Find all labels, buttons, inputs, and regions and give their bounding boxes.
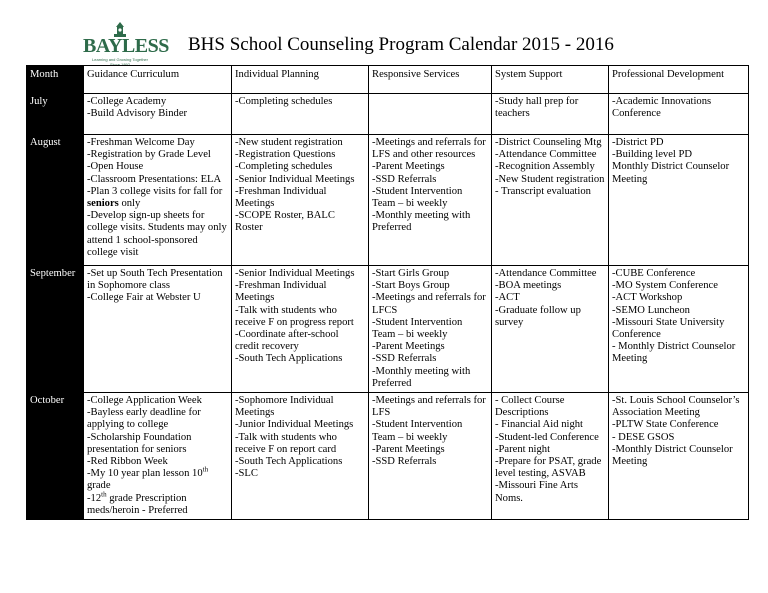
cell-line: Monthly District Counselor Meeting	[612, 161, 730, 185]
month-cell: July	[27, 94, 84, 135]
cell-line: -BOA meetings	[495, 280, 562, 292]
logo-tagline: Learning and Growing Together Since 1892	[92, 57, 148, 67]
cell-line: -Monthly meeting with Preferred	[372, 365, 471, 389]
cell-line: -South Tech Applications	[235, 353, 343, 365]
cell-line: -Sophomore Individual Meetings	[235, 395, 334, 419]
cell-line: -MO System Conference	[612, 280, 718, 292]
cell-line: -Prepare for PSAT, grade level testing, ASVAB	[495, 456, 602, 480]
cell-line: -ACT Workshop	[612, 292, 683, 304]
emphasis-text: seniors	[87, 198, 119, 210]
cell-line: -Building level PD	[612, 149, 693, 161]
cell-line: -SSD Referrals	[372, 173, 437, 185]
cell-text: -12	[87, 492, 102, 504]
cell-line: -Student Intervention Team – bi weekly	[372, 185, 463, 210]
cell-line: -New Student registration	[495, 173, 605, 185]
guidance-cell	[84, 393, 232, 520]
table-row	[27, 393, 749, 520]
cell-line: -Completing schedules	[235, 161, 333, 173]
cell-line: -SSD Referrals	[372, 456, 437, 468]
cell-line: -Registration Questions	[235, 149, 336, 161]
cell-line: -Student Intervention Team – bi weekly	[372, 419, 463, 443]
cell-line: -Completing schedules	[235, 96, 333, 107]
cell-line: -Build Advisory Binder	[87, 108, 188, 120]
cell-line: -CUBE Conference	[612, 268, 696, 279]
system-cell	[492, 393, 609, 520]
cell-line: -Senior Individual Meetings	[235, 173, 355, 185]
table-row	[27, 266, 749, 393]
professional-cell	[609, 94, 749, 135]
column-header-system: System Support	[492, 66, 609, 94]
cell-line: -Junior Individual Meetings	[235, 419, 354, 431]
individual-cell	[232, 135, 369, 266]
cell-line: -Talk with students who receive F on report card	[235, 431, 337, 455]
cell-line	[87, 490, 228, 517]
individual-cell	[232, 266, 369, 393]
ordinal-suffix: th	[202, 465, 209, 474]
cell-line: -Talk with students who receive F on progress report	[235, 304, 354, 328]
individual-cell	[232, 94, 369, 135]
individual-cell	[232, 393, 369, 520]
cell-line: -Study hall prep for teachers	[495, 96, 579, 120]
cell-line: - DESE GSOS	[612, 431, 675, 443]
cell-line: -SLC	[235, 468, 258, 480]
calendar-table	[26, 65, 749, 520]
system-cell	[492, 266, 609, 393]
cell-line: -Senior Individual Meetings	[235, 268, 355, 279]
cell-line: -Set up South Tech Presentation in Sophomore class	[87, 268, 223, 292]
cell-line: -College Academy	[87, 96, 167, 107]
responsive-cell	[369, 393, 492, 520]
table-row	[27, 94, 749, 135]
cell-text: -Plan 3 college visits for fall for	[87, 185, 223, 197]
column-header-guidance: Guidance Curriculum	[84, 66, 232, 94]
cell-line: -Meetings and referrals for LFCS	[372, 292, 486, 316]
cell-line: -SEMO Luncheon	[612, 304, 690, 316]
cell-line: -Meetings and referrals for LFS and other resources	[372, 137, 486, 161]
cell-line: -Parent Meetings	[372, 341, 445, 353]
month-cell: August	[27, 135, 84, 266]
cell-line: -Attendance Committee	[495, 149, 597, 161]
page-title: BHS School Counseling Program Calendar 2015 - 2016	[188, 34, 614, 55]
responsive-cell	[369, 135, 492, 266]
professional-cell	[609, 266, 749, 393]
column-header-responsive: Responsive Services	[369, 66, 492, 94]
responsive-cell	[369, 266, 492, 393]
cell-line: -Start Girls Group	[372, 268, 450, 279]
cell-line: -Missouri State University Conference	[612, 316, 725, 341]
cell-line: -Student-led Conference	[495, 431, 599, 443]
guidance-cell	[84, 94, 232, 135]
logo-wordmark: BAYLESS	[83, 35, 169, 57]
cell-line: -Academic Innovations Conference	[612, 96, 712, 120]
cell-line: -Red Ribbon Week	[87, 456, 168, 468]
ordinal-suffix: th	[101, 490, 107, 499]
cell-line: -SCOPE Roster, BALC Roster	[235, 210, 335, 234]
cell-line: -PLTW State Conference	[612, 419, 719, 431]
table-header-row	[27, 66, 749, 94]
cell-line	[87, 186, 228, 210]
column-header-professional: Professional Development	[609, 66, 749, 94]
cell-line: -Graduate follow up survey	[495, 304, 581, 328]
professional-cell	[609, 135, 749, 266]
cell-line: -SSD Referrals	[372, 353, 437, 365]
cell-text: -My 10 year plan lesson 10	[87, 468, 203, 480]
cell-line: - Collect Course Descriptions	[495, 395, 565, 419]
cell-line: - Monthly District Counselor Meeting	[612, 341, 736, 365]
school-logo	[83, 22, 169, 67]
cell-line: -Missouri Fine Arts Noms.	[495, 480, 578, 504]
cell-line: -Scholarship Foundation presentation for seniors	[87, 431, 192, 455]
cell-text: only	[121, 198, 141, 210]
cell-line: -Meetings and referrals for LFS	[372, 395, 486, 419]
cell-line: -Develop sign-up sheets for college visits. Students may only attend 1 school-sponsored college visit	[87, 210, 227, 258]
cell-line: -Start Boys Group	[372, 280, 450, 292]
cell-line: -South Tech Applications	[235, 456, 343, 468]
guidance-cell	[84, 135, 232, 266]
cell-line: -Monthly meeting with Preferred	[372, 210, 471, 234]
table-row	[27, 135, 749, 266]
cell-line: -Monthly District Counselor Meeting	[612, 443, 733, 468]
month-cell: October	[27, 393, 84, 520]
cell-line: -Freshman Individual Meetings	[235, 185, 327, 210]
column-header-month: Month	[27, 66, 84, 94]
cell-line: -College Fair at Webster U	[87, 292, 201, 304]
system-cell	[492, 135, 609, 266]
cell-line: -District Counseling Mtg	[495, 137, 602, 148]
cell-line: -Parent Meetings	[372, 443, 445, 455]
cell-line: -Bayless early deadline for applying to college	[87, 407, 201, 431]
cell-line: -Registration by Grade Level	[87, 149, 211, 161]
month-cell: September	[27, 266, 84, 393]
cell-line: -Coordinate after-school credit recovery	[235, 329, 339, 353]
cell-line: -Open House	[87, 161, 144, 173]
cell-line: -Parent Meetings	[372, 161, 445, 173]
cell-line: -Parent night	[495, 443, 551, 455]
cell-line: -Freshman Individual Meetings	[235, 280, 327, 304]
cell-line: -Recognition Assembly	[495, 161, 595, 173]
cell-line: -Attendance Committee	[495, 268, 597, 279]
cell-text: grade	[87, 480, 111, 492]
cell-line: - Financial Aid night	[495, 419, 583, 431]
cell-line	[87, 465, 228, 492]
cell-line: -Student Intervention Team – bi weekly	[372, 316, 463, 341]
cell-line: -District PD	[612, 137, 664, 148]
column-header-individual: Individual Planning	[232, 66, 369, 94]
cell-line: -ACT	[495, 292, 520, 304]
cell-line: -St. Louis School Counselor’s Association Meeting	[612, 395, 740, 419]
guidance-cell	[84, 266, 232, 393]
cell-line: -College Application Week	[87, 395, 202, 407]
responsive-cell	[369, 94, 492, 135]
cell-line: -Freshman Welcome Day	[87, 137, 195, 148]
cell-line: -New student registration	[235, 137, 343, 148]
cell-text: grade Prescription meds/heroin - Preferred	[87, 492, 188, 516]
cell-line: -Classroom Presentations: ELA	[87, 173, 222, 185]
professional-cell	[609, 393, 749, 520]
system-cell	[492, 94, 609, 135]
cell-line: - Transcript evaluation	[495, 185, 591, 197]
